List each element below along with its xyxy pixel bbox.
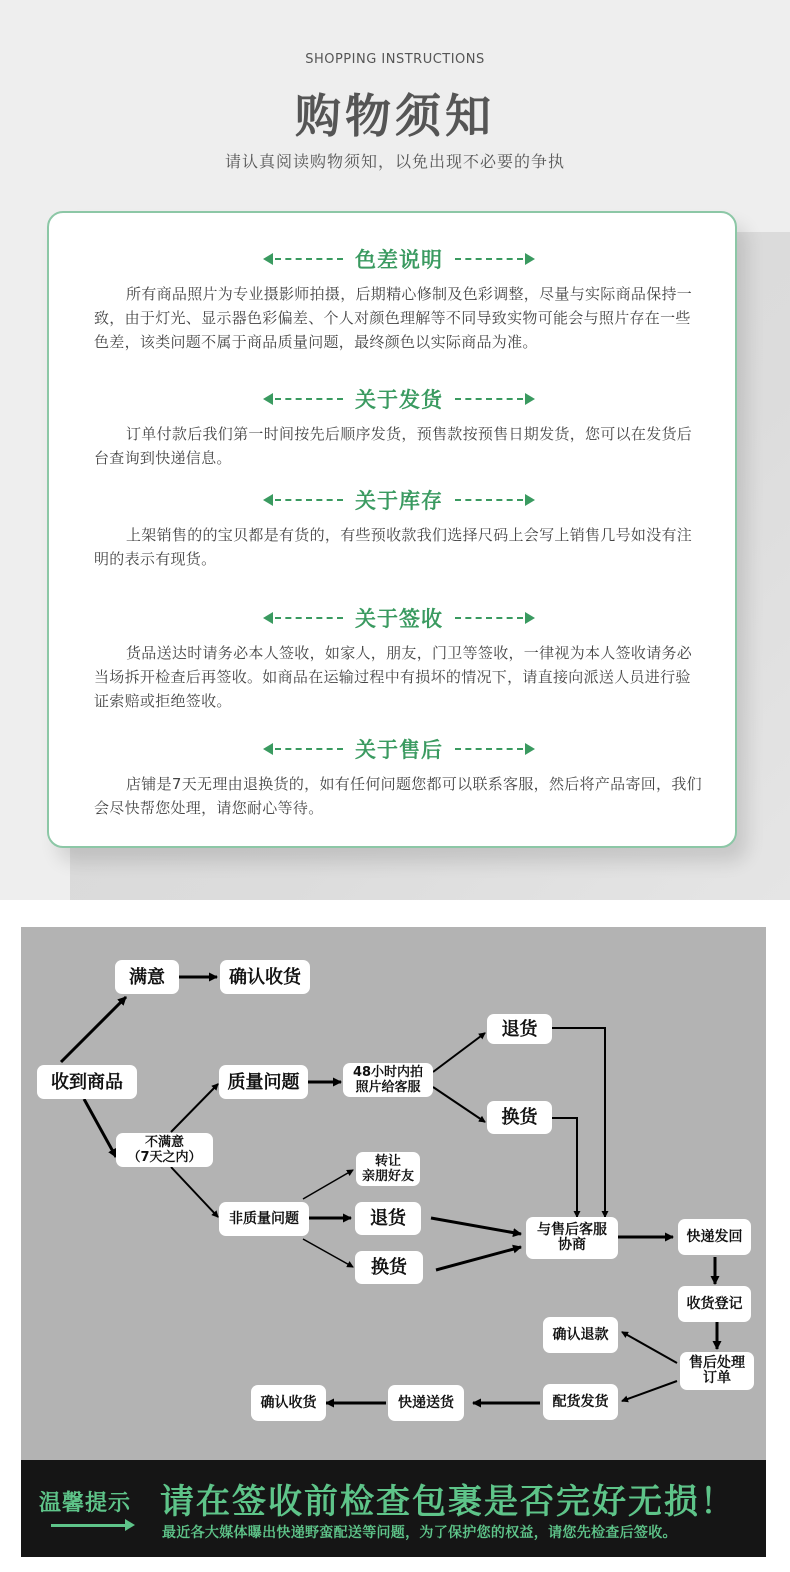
section-heading	[94, 485, 704, 515]
arrow-left-icon	[263, 743, 273, 755]
node-after-sale-order: 售后处理 订单	[680, 1352, 754, 1390]
section-body: 上架销售的的宝贝都是有货的，有些预收款我们选择尺码上会写上销售几号如没有注明的表示有现货。	[94, 526, 693, 568]
node-exchange-top: 换货	[487, 1101, 552, 1134]
section-body: 所有商品照片为专业摄影师拍摄，后期精心修制及色彩调整，尽量与实际商品保持一致，由于灯光、显示器色彩偏差、个人对颜色理解等不同导致实物可能会与照片存在一些色差，该类问题不属于商品质量问题，最终颜色以实际商品为准。	[94, 285, 693, 351]
arrow-right-icon	[525, 743, 535, 755]
node-ship-back: 快递发回	[678, 1219, 751, 1255]
page-title: 购物须知	[295, 89, 495, 143]
instructions-card	[47, 211, 737, 848]
node-negotiate-service: 与售后客服 协商	[526, 1217, 618, 1259]
node-confirm-refund: 确认退款	[543, 1317, 618, 1353]
node-received-goods: 收到商品	[37, 1065, 137, 1099]
arrow-right-icon	[525, 393, 535, 405]
section-title: 关于售后	[355, 738, 443, 762]
node-receipt-register: 收货登记	[678, 1286, 751, 1322]
arrow-right-icon	[525, 253, 535, 265]
arrow-right-icon	[525, 494, 535, 506]
section-after-sales	[94, 734, 704, 820]
section-body: 货品送达时请务必本人签收，如家人，朋友，门卫等签收，一律视为本人签收请务必当场拆开检查后再签收。如商品在运输过程中有损坏的情况下，请直接向派送人员进行验证索赔或拒绝签收。	[94, 644, 693, 710]
section-heading	[94, 603, 704, 633]
arrow-left-icon	[263, 494, 273, 506]
arrow-left-icon	[263, 612, 273, 624]
arrow-left-icon	[263, 393, 273, 405]
section-title: 关于签收	[355, 607, 443, 631]
section-body: 店铺是7天无理由退换货的，如有任何问题您都可以联系客服，然后将产品寄回，我们会尽快帮您处理，请您耐心等待。	[94, 775, 702, 817]
node-exchange-mid: 换货	[355, 1251, 423, 1284]
node-quality-issue: 质量问题	[219, 1065, 308, 1099]
arrow-left-icon	[263, 253, 273, 265]
section-shipping	[94, 384, 704, 470]
node-return-mid: 退货	[355, 1202, 421, 1235]
node-return-top: 退货	[487, 1014, 552, 1044]
eyebrow-text: SHOPPING INSTRUCTIONS	[305, 52, 485, 67]
section-signing	[94, 603, 704, 713]
tip-headline: 请在签收前检查包裹是否完好无损！	[160, 1482, 736, 1522]
after-sales-flowchart	[21, 927, 766, 1460]
section-inventory	[94, 485, 704, 571]
node-transfer: 转让 亲朋好友	[356, 1152, 420, 1186]
section-title: 色差说明	[355, 248, 443, 272]
page-subtitle: 请认真阅读购物须知，以免出现不必要的争执	[224, 152, 565, 171]
node-satisfied: 满意	[115, 960, 179, 994]
arrow-right-icon	[51, 1524, 129, 1527]
tip-label: 温馨提示	[39, 1491, 132, 1516]
warm-tip-banner	[21, 1460, 766, 1557]
node-express-delivery: 快递送货	[388, 1385, 464, 1421]
node-confirm-receipt-bottom: 确认收货	[251, 1385, 326, 1421]
flow-arrows	[21, 927, 766, 1460]
node-non-quality-issue: 非质量问题	[219, 1202, 309, 1236]
tip-subtext: 最近各大媒体曝出快递野蛮配送等问题，为了保护您的权益，请您先检查后签收。	[162, 1525, 677, 1541]
section-title: 关于发货	[355, 388, 443, 412]
section-heading	[94, 384, 704, 414]
section-body: 订单付款后我们第一时间按先后顺序发货，预售款按预售日期发货，您可以在发货后台查询到快递信息。	[94, 425, 693, 467]
node-confirm-receipt-top: 确认收货	[220, 960, 310, 994]
node-unsatisfied: 不满意 （7天之内）	[116, 1133, 213, 1167]
node-ship-goods: 配货发货	[543, 1384, 618, 1420]
section-heading	[94, 244, 704, 274]
section-heading	[94, 734, 704, 764]
arrow-right-icon	[525, 612, 535, 624]
section-title: 关于库存	[355, 489, 443, 513]
node-within-48h: 48小时内拍 照片给客服	[343, 1063, 433, 1097]
section-color-difference	[94, 244, 704, 354]
